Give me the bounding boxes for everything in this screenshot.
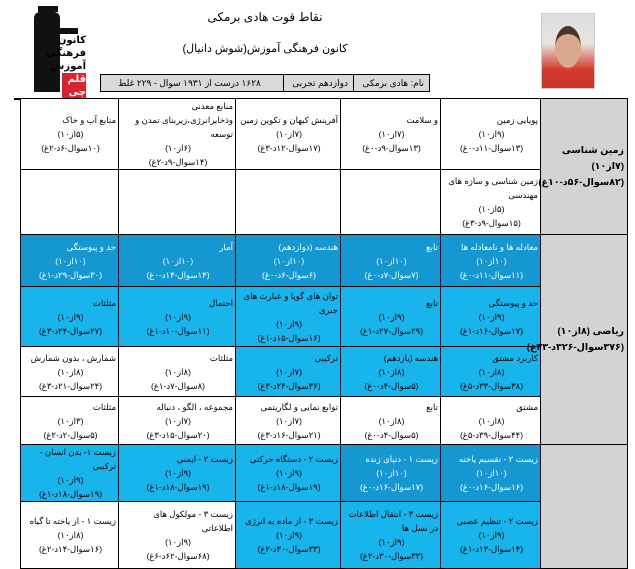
avatar bbox=[555, 26, 581, 68]
topic-stats: (۱۶سوال-۱۵د-۱غ) bbox=[257, 332, 321, 343]
topic-cell bbox=[441, 235, 541, 287]
topic-score: (۹از۱۰) bbox=[57, 311, 84, 322]
topic-stats: (۱۹سوال-۱۸د-۱غ) bbox=[257, 482, 321, 492]
topic-stats: (۱۹سوال-۱۸د-۱غ) bbox=[146, 482, 210, 492]
topic-stats: (۲۰سوال-۱۵د-۳غ) bbox=[146, 429, 210, 440]
topic-stats: (۳۳سوال-۳۰د-۲غ) bbox=[257, 544, 321, 554]
topic-score: (۱۰از۱۰) bbox=[376, 255, 407, 266]
topic-cell bbox=[341, 170, 441, 235]
topic-cell bbox=[341, 502, 441, 569]
topic-score: (۱۰از۱۰) bbox=[476, 468, 507, 478]
topic-title: مثلثات bbox=[92, 401, 116, 412]
table-row bbox=[21, 287, 628, 347]
topic-cell bbox=[119, 170, 236, 235]
topic-stats: (۴۴سوال-۳۹د-۵غ) bbox=[459, 429, 524, 440]
topic-score: (۹از۱۰) bbox=[478, 530, 505, 540]
topic-cell bbox=[236, 235, 341, 287]
topic-score: (۹از۱۰) bbox=[378, 537, 405, 547]
topic-title: زیست ۳ - از ماده به انرژی bbox=[245, 516, 338, 526]
topic-title: زیست ۲ - ایمنی bbox=[176, 454, 233, 464]
topic-score: (۱۰از۱۰) bbox=[476, 255, 507, 266]
logo-word: آموزش bbox=[50, 61, 86, 72]
topic-cell bbox=[341, 287, 441, 347]
topic-stats: (۱۷سوال-۱۶د-۱غ) bbox=[459, 325, 524, 336]
topic-score: (۹از۱۰) bbox=[276, 530, 302, 540]
student-grade: دوازدهم تجربی bbox=[283, 75, 353, 91]
topic-cell bbox=[119, 445, 236, 502]
topic-score: (۸از۱۰) bbox=[57, 366, 84, 377]
topic-score: (۸از۱۰) bbox=[165, 366, 191, 377]
topic-score: (۹از۱۰) bbox=[165, 311, 191, 322]
topic-stats: (۲۷سوال-۲۴د-۳غ) bbox=[38, 325, 103, 336]
topic-cell bbox=[441, 445, 541, 502]
topic-title: مجموعه ، الگو ، دنباله bbox=[156, 401, 233, 412]
topic-stats: (۲۴سوال-۲۱د-۳غ) bbox=[38, 380, 103, 391]
topic-title: منابع آب و خاک bbox=[62, 115, 116, 125]
topic-stats: (۸سوال-۷د-۱غ) bbox=[151, 380, 205, 391]
topic-stats: (۱۷سوال-۱۶د-۰غ) bbox=[359, 482, 424, 492]
topic-cell bbox=[236, 347, 341, 397]
kanoon-logo bbox=[34, 4, 86, 98]
topic-cell bbox=[21, 445, 119, 502]
topic-title: هندسه (دوازدهم) bbox=[278, 241, 338, 252]
topic-stats: (۵سوال-۴د-۰غ) bbox=[364, 380, 419, 391]
topic-cell bbox=[236, 445, 341, 502]
topic-score: (۱۰از۱۰) bbox=[55, 255, 86, 266]
topic-title: زیست ۲ - تنظیم عصبی bbox=[456, 516, 538, 526]
topic-stats: (۱۶سوال-۱۶د-۰غ) bbox=[459, 482, 524, 492]
topic-score: (۳از۱۰) bbox=[57, 415, 84, 426]
topic-score: (۷از۱۰) bbox=[276, 415, 302, 426]
topic-stats: (۱۹سوال-۱۸د-۱غ) bbox=[38, 489, 103, 499]
topic-score: (۹از۱۰) bbox=[165, 537, 191, 547]
topic-stats: (۱۳سوال-۹د-۰غ) bbox=[362, 143, 421, 153]
logo-word: فرهنگی bbox=[46, 48, 86, 59]
topic-stats: (۶سوال-۶د-۰غ) bbox=[262, 269, 316, 280]
topic-title: تابع bbox=[426, 241, 438, 252]
topic-cell bbox=[441, 397, 541, 445]
topic-score: (۷از۱۰) bbox=[276, 129, 302, 139]
table-row bbox=[21, 445, 628, 502]
topic-title: مثلثات bbox=[92, 297, 116, 308]
topic-score: (۹از۱۰) bbox=[276, 468, 302, 478]
subject-cell bbox=[541, 445, 628, 569]
topic-cell bbox=[236, 287, 341, 347]
table-row bbox=[21, 170, 628, 235]
topic-cell bbox=[21, 347, 119, 397]
topic-title: آفرینش کیهان و تکوین زمین bbox=[240, 115, 338, 125]
topic-stats: (۱۴سوال-۱۴د-۰غ) bbox=[146, 269, 210, 280]
topic-stats: (۲۱سوال-۱۶د-۳غ) bbox=[257, 429, 321, 440]
topic-stats: (۳۰سوال-۲۹د-۱غ) bbox=[38, 269, 103, 280]
topic-stats: (۳۸سوال-۳۳د-۵غ) bbox=[459, 380, 524, 391]
table-row bbox=[21, 99, 628, 170]
student-info-box bbox=[100, 74, 430, 92]
topic-score: (۵از۱۰) bbox=[478, 204, 505, 214]
topic-cell bbox=[21, 287, 119, 347]
topic-score: (۹از۱۰) bbox=[276, 318, 302, 329]
topic-title: حد و پیوستگی bbox=[488, 297, 538, 308]
topic-title: زیست ۲ - دستگاه حرکتی bbox=[249, 454, 338, 464]
topic-score: (۸از۱۰) bbox=[378, 366, 405, 377]
topic-cell bbox=[441, 347, 541, 397]
topic-cell bbox=[119, 235, 236, 287]
topic-cell bbox=[441, 287, 541, 347]
topic-title: و سلامت bbox=[406, 115, 438, 125]
topic-title: زیست ۳ - انتقال اطلاعات در نسل ها bbox=[348, 509, 438, 533]
topic-cell bbox=[21, 99, 119, 170]
topic-title: آمار bbox=[219, 241, 233, 252]
topic-score: (۸از۱۰) bbox=[57, 530, 84, 540]
subject-cell: زمین شناسی (۷از۱۰) (۸۲سوال-۵۶د-۱۰غ) bbox=[541, 99, 628, 235]
topic-stats: (۱۳سوال-۱۱د-۰غ) bbox=[459, 143, 524, 153]
topic-cell bbox=[441, 99, 541, 170]
topic-cell bbox=[21, 170, 119, 235]
topic-score: (۹از۱۰) bbox=[57, 475, 84, 485]
topic-score: (۱۰از۱۰) bbox=[162, 255, 194, 266]
strengths-table bbox=[20, 98, 628, 569]
topic-title: زیست ۳ - مولکول های اطلاعاتی bbox=[153, 509, 233, 533]
topic-stats: (۱۵سوال-۹د-۳غ) bbox=[462, 218, 521, 228]
topic-stats: (۳۳سوال-۳۰د-۲غ) bbox=[359, 551, 424, 561]
page-title: نقاط قوت هادی برمکی bbox=[207, 10, 323, 24]
page-subtitle: کانون فرهنگی آموزش(شوش دانیال) bbox=[182, 43, 348, 55]
topic-title: زیست ۱ - دنیای زنده bbox=[365, 454, 438, 464]
topic-title: حد و پیوستگی bbox=[66, 241, 116, 252]
topic-title: زمین شناسی و سازه های مهندسی bbox=[448, 176, 538, 200]
topic-title: زیست ۱ - از یاخته تا گیاه bbox=[29, 516, 116, 526]
topic-cell bbox=[236, 170, 341, 235]
topic-cell bbox=[119, 287, 236, 347]
topic-cell bbox=[119, 502, 236, 569]
topic-stats: (۱۱سوال-۱۰د-۱غ) bbox=[146, 325, 210, 336]
topic-cell bbox=[236, 502, 341, 569]
topic-stats: (۷سوال-۷د-۰غ) bbox=[364, 269, 419, 280]
subject-cell: ریاضی (۸از۱۰) (۳۷۶سوال-۳۲۶د-۳۳غ) bbox=[541, 235, 628, 445]
topic-cell bbox=[119, 397, 236, 445]
topic-score: (۷از۱۰) bbox=[378, 129, 405, 139]
topic-title: احتمال bbox=[209, 297, 233, 308]
topic-score: (۸از۱۰) bbox=[478, 415, 505, 426]
topic-cell bbox=[341, 397, 441, 445]
topic-score: (۹از۱۰) bbox=[478, 129, 505, 139]
topic-score: (۹از۱۰) bbox=[378, 311, 405, 322]
topic-stats: (۱۰سوال-۶د-۲غ) bbox=[41, 143, 100, 153]
topic-stats: (۱۱سوال-۱۱د-۰غ) bbox=[459, 269, 524, 280]
student-photo bbox=[541, 13, 595, 89]
topic-cell bbox=[119, 347, 236, 397]
topic-cell bbox=[21, 235, 119, 287]
topic-title: ترکیبی bbox=[314, 352, 338, 363]
topic-cell bbox=[236, 397, 341, 445]
topic-stats: (۱۷سوال-۱۲د-۳غ) bbox=[257, 143, 321, 153]
topic-stats: (۱۴سوال-۹د-۲غ) bbox=[148, 157, 208, 167]
table-row bbox=[21, 502, 628, 569]
topic-score: (۸از۱۰) bbox=[378, 415, 405, 426]
topic-title: مشتق bbox=[516, 401, 538, 412]
topic-score: (۵از۱۰) bbox=[57, 129, 84, 139]
topic-stats: (۳۶سوال-۲۴د-۳غ) bbox=[257, 380, 321, 391]
topic-score: (۱۰از۱۰) bbox=[273, 255, 305, 266]
topic-score: (۱۰از۱۰) bbox=[376, 468, 407, 478]
topic-title: توان های گویا و عبارت های جبری bbox=[243, 290, 338, 315]
topic-cell bbox=[441, 502, 541, 569]
topic-score: (۷از۱۰) bbox=[165, 415, 191, 426]
topic-stats: (۵سوال-۲د-۲غ) bbox=[43, 429, 98, 440]
score-summary: ۱۶۲۸ درست از ۱۹۳۱ سوال - ۲۲۹ غلط bbox=[118, 77, 261, 88]
topic-title: کاربرد مشتق bbox=[492, 352, 538, 363]
topic-title: تابع bbox=[426, 401, 438, 412]
topic-stats: (۶۸سوال-۶۲د-۶غ) bbox=[146, 551, 210, 561]
topic-score: (۹از۱۰) bbox=[478, 311, 505, 322]
table-row bbox=[21, 397, 628, 445]
topic-cell bbox=[119, 99, 236, 170]
topic-title: پویایی زمین bbox=[496, 115, 538, 125]
topic-title: معادله ها و نامعادله ها bbox=[460, 241, 538, 252]
topic-score: (۷از۱۰) bbox=[276, 366, 302, 377]
topic-score: (۸از۱۰) bbox=[478, 366, 505, 377]
topic-title: زیست ۱- بدن انسان - ترکیبی bbox=[39, 447, 116, 471]
topic-cell bbox=[21, 397, 119, 445]
topic-cell bbox=[441, 170, 541, 235]
student-name: نام: هادی برمکی bbox=[353, 75, 429, 91]
topic-title: مثلثات bbox=[209, 352, 233, 363]
topic-title: هندسه (یازدهم) bbox=[383, 352, 438, 363]
topic-cell bbox=[21, 502, 119, 569]
table-row bbox=[21, 235, 628, 287]
topic-title: تابع bbox=[426, 297, 438, 308]
topic-title: منابع معدنی وذخایرانرژی،زیربنای تمدن و توسعه bbox=[135, 101, 233, 139]
topic-title: شمارش ، بدون شمارش bbox=[30, 352, 116, 363]
logo-word: قلم چی bbox=[62, 73, 86, 99]
topic-cell bbox=[341, 445, 441, 502]
topic-score: (۹از۱۰) bbox=[165, 468, 191, 478]
topic-cell bbox=[341, 235, 441, 287]
topic-stats: (۱۴سوال-۱۳د-۱غ) bbox=[459, 544, 524, 554]
topic-cell bbox=[341, 99, 441, 170]
topic-cell bbox=[341, 347, 441, 397]
table-row bbox=[21, 347, 628, 397]
topic-score: (۶از۱۰) bbox=[165, 143, 191, 153]
topic-cell bbox=[236, 99, 341, 170]
logo-text bbox=[46, 34, 86, 99]
logo-word: کانون bbox=[57, 35, 86, 46]
topic-stats: (۲۹سوال-۲۷د-۱غ) bbox=[359, 325, 424, 336]
topic-stats: (۱۶سوال-۱۴د-۲غ) bbox=[38, 544, 103, 554]
topic-title: توابع نمایی و لگاریتمی bbox=[260, 401, 338, 412]
topic-title: زیست ۲ - تقسیم یاخته bbox=[458, 454, 538, 464]
topic-stats: (۵سوال-۴د-۰غ) bbox=[364, 429, 419, 440]
